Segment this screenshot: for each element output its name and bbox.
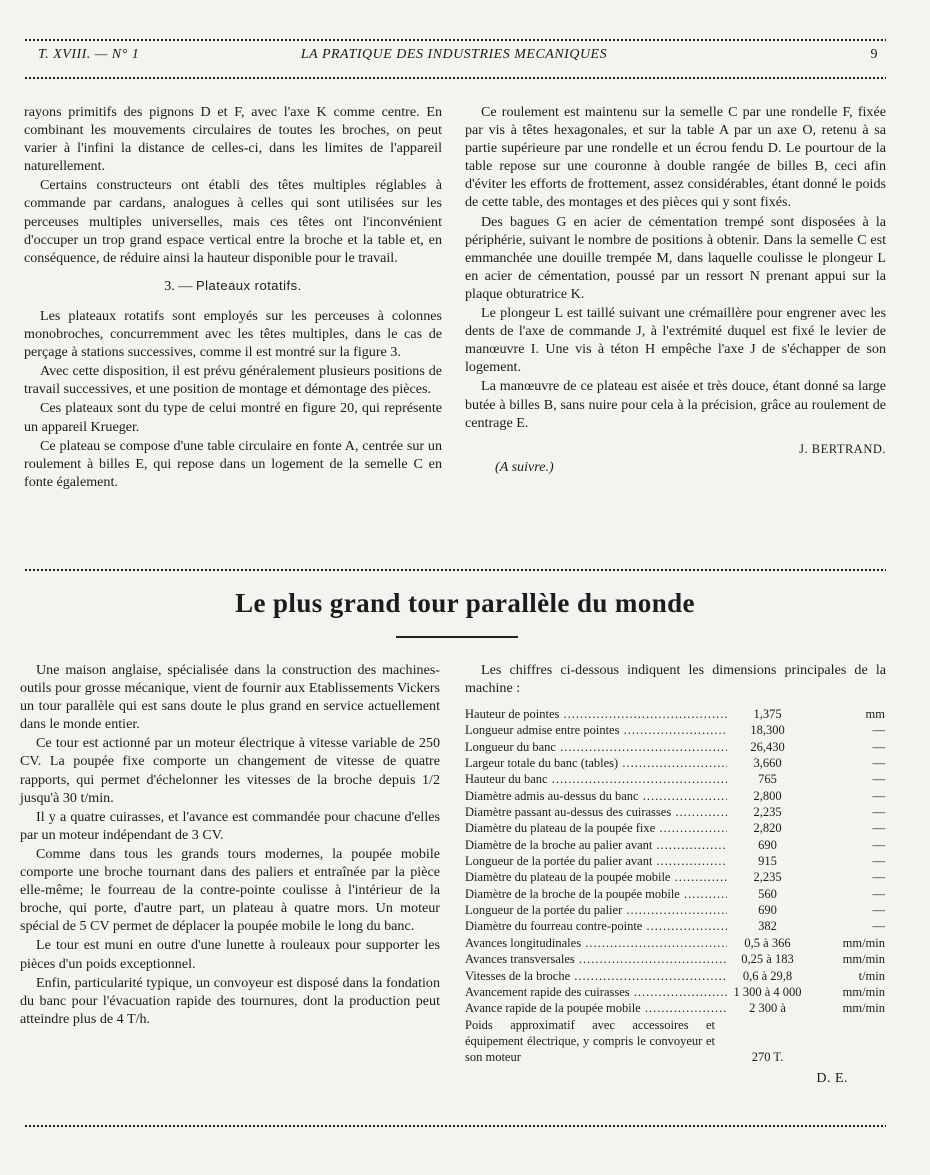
paragraph: La manœuvre de ce plateau est aisée et très douce, étant donné sa large butée à billes B, sans nuire pour cela à la précision, grâce au roulement de centrage E. (465, 378, 886, 431)
spec-row (465, 886, 885, 902)
spec-row (465, 788, 885, 804)
spec-value: 2,235 (753, 870, 782, 885)
spec-label: Avancement rapide des cuirasses ..... (465, 984, 727, 1000)
spec-row (465, 771, 885, 787)
spec-label: Poids approximatif avec accessoires et équipement électrique, y compris le convoyeur et son moteur (465, 1017, 715, 1065)
spec-label: Avance rapide de la poupée mobile ..... (465, 1000, 727, 1016)
spec-unit: — (872, 886, 885, 901)
spec-label: Diamètre de la broche de la poupée mobile ..... (465, 886, 727, 902)
spec-label: Diamètre du plateau de la poupée fixe ..... (465, 820, 727, 836)
paragraph: Ces plateaux sont du type de celui montré en figure 20, qui représente un appareil Krueger. (24, 400, 442, 435)
spec-label: Avances longitudinales ..... (465, 935, 727, 951)
continued-note: (A suivre.) (495, 458, 554, 475)
spec-label: Diamètre du plateau de la poupée mobile ..... (465, 869, 727, 885)
paragraph: Les plateaux rotatifs sont employés sur les perceuses à colonnes monobroches, concurremment avec les têtes multiples, dans le cas de perçage à stations successives, comme il est montré sur la figure 3. (24, 307, 442, 361)
spec-value: 765 (758, 772, 777, 787)
spec-row (465, 984, 885, 1000)
spec-value: 0,5 à 366 (744, 935, 791, 950)
spec-row-weight (465, 1017, 885, 1066)
spec-unit: — (872, 821, 885, 836)
spec-row (465, 739, 885, 755)
section-dotted-rule (24, 568, 886, 572)
spec-label: Longueur de la portée du palier avant ..... (465, 853, 727, 869)
spec-unit: mm/min (842, 952, 885, 967)
spec-value: 560 (758, 886, 777, 901)
paragraph: Ce roulement est maintenu sur la semelle C par une rondelle F, fixée par vis à têtes hexagonales, et sur la table A par un axe O, retenu à sa partie supérieure par une rondelle et un écrou fendu D. Le pourtour de la table repose sur une couronne à double rangée de billes B, ceci afin d'éviter les efforts de frottement, assez considérables, étant donné le poids de cette table, des montages et des pièces qui y sont fixés. (465, 104, 886, 211)
top-left-column (24, 103, 442, 491)
spec-unit: — (872, 870, 885, 885)
spec-row (465, 837, 885, 853)
spec-label: Largeur totale du banc (tables) ..... (465, 755, 727, 771)
volume-number: T. XVIII. — N° 1 (38, 47, 140, 62)
section-title: Plateaux rotatifs. (195, 277, 302, 293)
spec-unit: — (872, 772, 885, 787)
spec-value: 690 (758, 903, 777, 918)
paragraph: Enfin, particularité typique, un convoyeur est disposé dans la fondation du banc pour l'évacuation rapide des tournures, dont la production peut atteindre plus de 4 T/h. (20, 974, 440, 1027)
spec-value: 18,300 (750, 723, 785, 738)
spec-unit: — (872, 739, 885, 754)
spec-label: Hauteur du banc ..... (465, 771, 727, 787)
spec-label: Diamètre du fourreau contre-pointe ..... (465, 918, 727, 934)
spec-label: Longueur admise entre pointes ..... (465, 722, 727, 738)
running-header (30, 47, 878, 67)
spec-label: Longueur du banc ..... (465, 739, 727, 755)
paragraph: rayons primitifs des pignons D et F, avec l'axe K comme centre. En combinant les mouvements circulaires de toutes les broches, on peut varier à l'infini la distance de celles-ci, dans les limites de l'appareil naturellement. (24, 104, 442, 175)
spec-row (465, 902, 885, 918)
spec-unit: — (872, 756, 885, 771)
paragraph: Des bagues G en acier de cémentation trempé sont disposées à la périphérie, suivant le nombre de positions à obtenir. Dans la semelle C est emmanchée une douille trempée M, dans laquelle coulisse le plongeur L en acier de cémentation, poussé par un ressort N prenant appui sur la plaque obturatrice K. (465, 213, 886, 302)
paragraph: Les chiffres ci-dessous indiquent les dimensions principales de la machine : (465, 662, 886, 697)
spec-value: 0,6 à 29,8 (742, 968, 793, 983)
spec-row (465, 1000, 885, 1016)
spec-label: Hauteur de pointes ..... (465, 706, 727, 722)
paragraph: Il y a quatre cuirasses, et l'avance est commandée pour chacune d'elles par un moteur indépendant de 3 CV. (20, 808, 440, 843)
page-number: 9 (870, 47, 878, 62)
paragraph: Le plongeur L est taillé suivant une crémaillère pour engrener avec les dents de l'axe de commande J, à l'extrémité duquel est fixé le levier de manœuvre I. Une vis à téton H empêche l'axe J de s'échapper de son logement. (465, 305, 886, 376)
spec-value: 3,660 (753, 756, 782, 771)
spec-unit: — (872, 903, 885, 918)
spec-unit: — (872, 805, 885, 820)
spec-label: Avances transversales ..... (465, 951, 727, 967)
bottom-dotted-rule (24, 1124, 886, 1128)
author-initials: D. E. (816, 1071, 848, 1086)
spec-row (465, 722, 885, 738)
spec-unit: mm/min (842, 1001, 885, 1016)
spec-unit: — (872, 837, 885, 852)
spec-unit: — (872, 723, 885, 738)
spec-row (465, 755, 885, 771)
bottom-right-intro (465, 661, 886, 697)
spec-row (465, 918, 885, 934)
spec-unit: t/min (858, 968, 885, 983)
spec-value: 382 (758, 919, 777, 934)
paragraph: Le tour est muni en outre d'une lunette à rouleaux pour supporter les pièces d'un poids exceptionnel. (20, 937, 440, 972)
spec-unit: — (872, 788, 885, 803)
paragraph: Avec cette disposition, il est prévu généralement plusieurs positions de travail successives, et une position de montage et démontage des pièces. (24, 363, 442, 398)
spec-label: Diamètre de la broche au palier avant ..... (465, 837, 727, 853)
spec-row (465, 820, 885, 836)
paragraph: Certains constructeurs ont établi des têtes multiples réglables à commande par cardans, analogues à celles qui sont utilisées sur les perceuses multiples universelles, mais ces têtes ont l'inconvénient d'occuper un trop grand espace vertical entre la broche et la table et, en conséquence, de réduire ainsi la hauteur disponible pour le travail. (24, 177, 442, 266)
article-title: Le plus grand tour parallèle du monde (235, 588, 695, 618)
top-right-column (465, 103, 886, 476)
spec-label: Diamètre admis au-dessus du banc ..... (465, 788, 727, 804)
title-underline (396, 636, 518, 638)
paragraph: Une maison anglaise, spécialisée dans la construction des machines-outils pour grosse mécanique, vient de fournir aux Etablissements Vickers un tour parallèle qui est sans doute le plus grand en service actuellement dans le monde entier. (20, 662, 440, 733)
spec-unit: — (872, 919, 885, 934)
spec-value: 1,375 (753, 707, 782, 721)
spec-row (465, 853, 885, 869)
section-heading (24, 277, 442, 295)
spec-label: Longueur de la portée du palier ..... (465, 902, 727, 918)
paragraph: Comme dans tous les grands tours modernes, la poupée mobile comporte une broche tournant dans des paliers et entraînée par la pièce elle-même; le fourreau de la contre-pointe coulisse à l'intérieur de la broche, qui porte, d'autre part, un plateau à quatre mors. Un moteur spécial de 5 CV permet de déplacer la poupée mobile le long du banc. (20, 845, 440, 935)
spec-unit: — (872, 854, 885, 869)
spec-label: Vitesses de la broche ..... (465, 968, 727, 984)
spec-value: 270 T. (751, 1050, 784, 1065)
section-number: 3. — (164, 277, 193, 294)
spec-value: 2,820 (753, 821, 782, 836)
spec-value: 915 (758, 854, 777, 869)
spec-value: 690 (758, 837, 777, 852)
paragraph: Ce plateau se compose d'une table circulaire en fonte A, centrée sur un roulement à billes E, qui repose dans un logement de la semelle C en fonte également. (24, 437, 442, 490)
spec-label: Diamètre passant au-dessus des cuirasses ..... (465, 804, 727, 820)
header-dotted-rule (24, 76, 886, 80)
top-dotted-rule (24, 38, 886, 42)
spec-value: 2,800 (753, 788, 782, 803)
paragraph: Ce tour est actionné par un moteur électrique à vitesse variable de 250 CV. La poupée fixe comporte un changement de vitesse de quatre rapports, qui permet d'échelonner les vitesses de la broche depuis 1/2 jusqu'à 30 t/min. (20, 735, 440, 806)
spec-value: 1 300 à 4 000 (733, 984, 802, 999)
spec-unit: mm (865, 707, 885, 721)
spec-value: 2 300 à (749, 1001, 786, 1016)
spec-value: 0,25 à 183 (741, 952, 794, 967)
spec-row (465, 951, 885, 967)
author-signature: J. BERTRAND. (799, 441, 886, 456)
spec-value: 26,430 (750, 739, 785, 754)
spec-row (465, 804, 885, 820)
spec-unit: mm/min (842, 984, 885, 999)
journal-title: LA PRATIQUE DES INDUSTRIES MECANIQUES (300, 47, 608, 62)
spec-row (465, 968, 885, 984)
specifications-table (465, 706, 885, 1066)
spec-row (465, 935, 885, 951)
spec-row (465, 706, 885, 722)
spec-unit: mm/min (842, 935, 885, 950)
spec-value: 2,235 (753, 805, 782, 820)
spec-row (465, 869, 885, 885)
bottom-left-column (20, 661, 440, 1028)
